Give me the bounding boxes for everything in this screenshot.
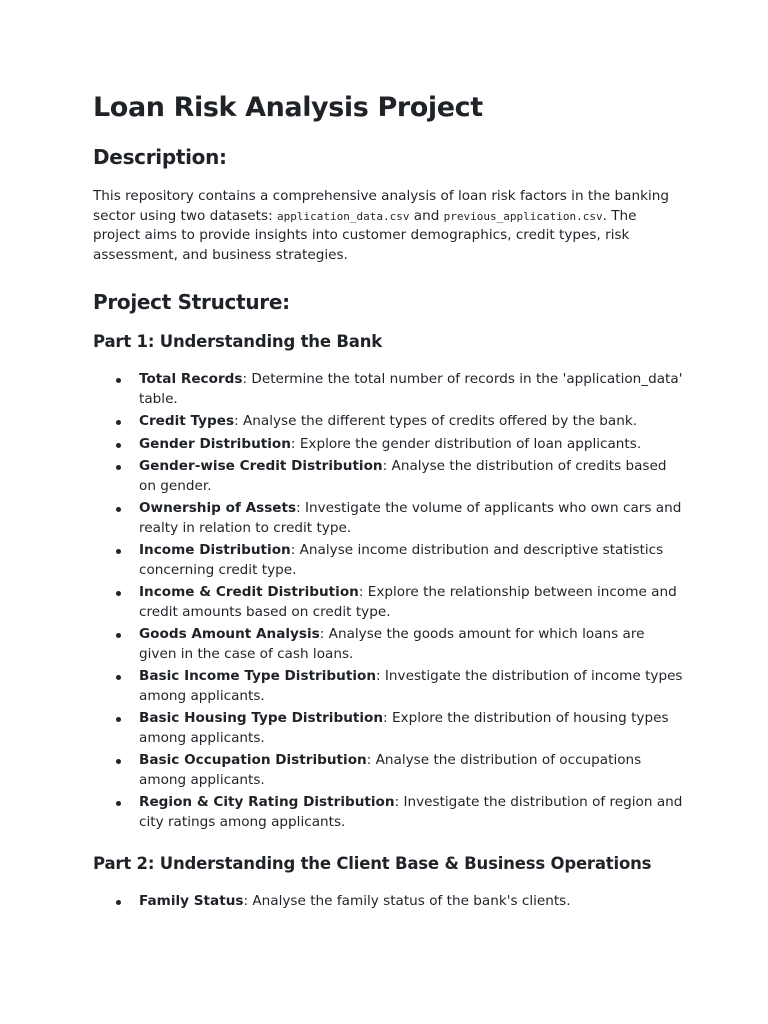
list-item-text: : Explore the distribution of housing types among applicants. — [139, 710, 669, 746]
list-item — [139, 412, 683, 432]
list-item-text: : Analyse the family status of the bank's clients. — [243, 893, 571, 910]
list-item-text: : Analyse the goods amount for which loans are given in the case of cash loans. — [139, 626, 645, 662]
description-text-between: and — [409, 207, 444, 224]
list-item-term: Basic Income Type Distribution — [139, 668, 377, 685]
document-page — [93, 88, 683, 915]
list-item-term: Gender-wise Credit Distribution — [139, 458, 383, 475]
list-item-term: Region & City Rating Distribution — [139, 794, 395, 811]
dataset-file-application: application_data.csv — [276, 209, 410, 223]
list-item — [139, 583, 683, 622]
description-paragraph — [93, 187, 683, 265]
list-item — [139, 370, 683, 409]
list-item-text: : Investigate the volume of applicants who own cars and realty in relation to credit type. — [139, 500, 682, 536]
list-item — [139, 667, 683, 706]
list-item — [139, 793, 683, 832]
list-item-term: Gender Distribution — [139, 435, 291, 452]
list-item — [139, 751, 683, 790]
list-item-term: Credit Types — [139, 413, 235, 430]
description-text-after: . The project aims to provide insights into customer demographics, credit types, risk assessment, and business strategies. — [93, 207, 637, 263]
list-item-text: : Investigate the distribution of region and city ratings among applicants. — [139, 794, 683, 830]
list-item-term: Income Distribution — [139, 542, 291, 559]
description-heading: Description: — [93, 145, 227, 169]
list-item-text: : Determine the total number of records in the 'application_data' table. — [139, 371, 683, 407]
list-item-text: : Explore the gender distribution of loan applicants. — [290, 435, 642, 452]
list-item — [139, 541, 683, 580]
list-item — [139, 435, 683, 455]
page-title: Loan Risk Analysis Project — [93, 92, 483, 123]
list-item — [139, 457, 683, 496]
list-item-text: : Analyse the distribution of credits based on gender. — [139, 458, 667, 494]
list-item — [139, 892, 683, 912]
part1-list — [93, 370, 683, 832]
description-text-before: This repository contains a comprehensive analysis of loan risk factors in the banking sector using two datasets: — [93, 188, 669, 224]
list-item-text: : Analyse the distribution of occupations among applicants. — [139, 752, 642, 788]
list-item-term: Income & Credit Distribution — [139, 584, 359, 601]
list-item — [139, 499, 683, 538]
dataset-file-previous: previous_application.csv — [443, 209, 603, 223]
part2-heading: Part 2: Understanding the Client Base & Business Operations — [93, 854, 652, 874]
list-item-term: Ownership of Assets — [139, 500, 297, 517]
list-item — [139, 625, 683, 664]
list-item-term: Basic Occupation Distribution — [139, 752, 367, 769]
list-item — [139, 709, 683, 748]
list-item-term: Basic Housing Type Distribution — [139, 710, 384, 727]
list-item-text: : Investigate the distribution of income types among applicants. — [139, 668, 683, 704]
part1-heading: Part 1: Understanding the Bank — [93, 332, 383, 352]
list-item-term: Goods Amount Analysis — [139, 626, 320, 643]
list-item-text: : Explore the relationship between income and credit amounts based on credit type. — [139, 584, 677, 620]
list-item-text: : Analyse the different types of credits offered by the bank. — [234, 413, 638, 430]
part2-list — [93, 892, 683, 912]
list-item-text: : Analyse income distribution and descriptive statistics concerning credit type. — [139, 542, 664, 578]
list-item-term: Family Status — [139, 893, 244, 910]
list-item-term: Total Records — [139, 371, 243, 388]
project-structure-heading: Project Structure: — [93, 290, 290, 315]
